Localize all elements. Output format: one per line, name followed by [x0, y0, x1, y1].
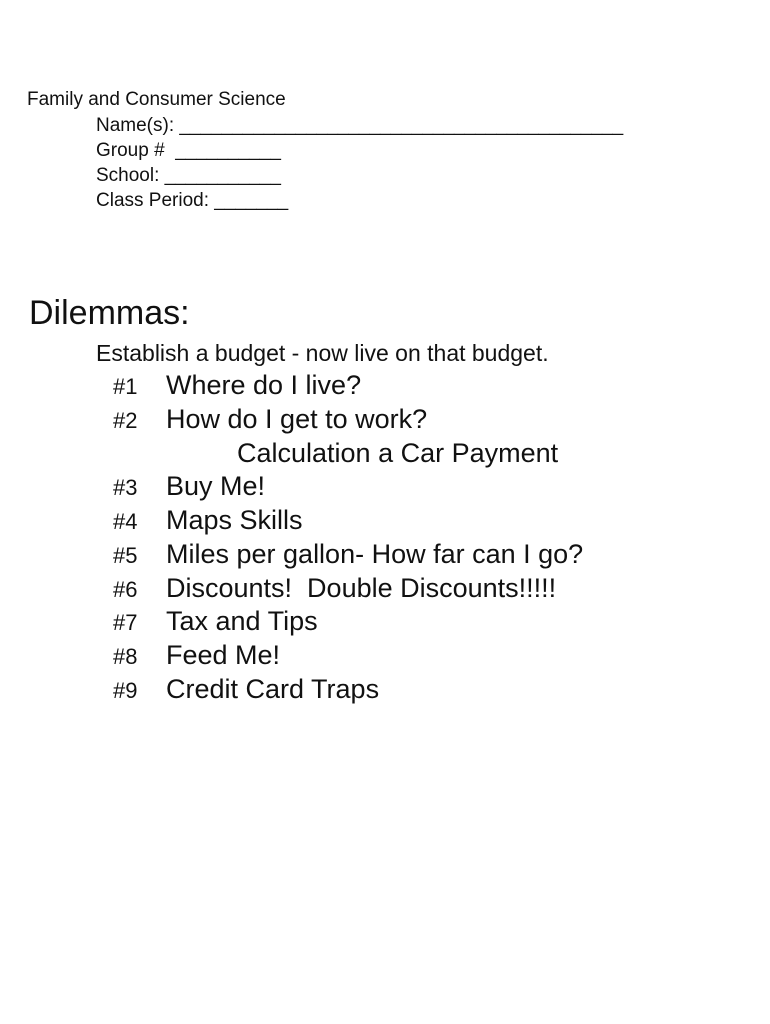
item-text: Where do I live?	[166, 370, 362, 400]
field-blank: __________________________________________	[179, 115, 624, 136]
field-label: Group #	[96, 140, 165, 161]
item-text: Credit Card Traps	[166, 673, 380, 704]
item-number: #2	[113, 407, 138, 433]
item-text: Discounts! Double Discounts!!!!!	[166, 572, 557, 603]
list-item	[0, 672, 770, 706]
school-field	[96, 163, 623, 188]
list-item	[0, 503, 770, 537]
dilemmas-heading: Dilemmas:	[29, 294, 190, 332]
list-item	[0, 402, 770, 436]
list-item	[0, 604, 770, 638]
item-number: #4	[113, 509, 138, 534]
item-number: #7	[113, 610, 138, 636]
item-text: Maps Skills	[166, 505, 303, 535]
field-blank: __________	[169, 140, 281, 161]
item-text: Miles per gallon- How far can I go?	[166, 538, 584, 569]
item-text: Feed Me!	[166, 640, 281, 670]
list-item	[0, 537, 770, 571]
list-item	[0, 571, 770, 605]
dilemmas-list	[0, 368, 770, 706]
class-period-field	[96, 188, 623, 213]
item-number: #5	[113, 542, 138, 568]
field-label: School:	[96, 165, 160, 186]
field-blank: ___________	[164, 165, 281, 186]
list-item	[0, 469, 770, 503]
field-label: Name(s):	[96, 115, 175, 136]
item-text: How do I get to work?	[166, 403, 428, 434]
group-field	[96, 138, 623, 163]
item-number: #6	[113, 576, 138, 602]
list-subitem	[0, 436, 770, 470]
field-label: Class Period:	[96, 190, 209, 211]
student-info-fields	[96, 113, 623, 213]
item-text: Tax and Tips	[166, 606, 318, 637]
course-title: Family and Consumer Science	[27, 89, 286, 110]
list-item	[0, 368, 770, 402]
field-blank: _______	[214, 190, 289, 211]
name-field	[96, 113, 623, 138]
item-number: #9	[113, 677, 138, 703]
dilemmas-intro: Establish a budget - now live on that budget.	[96, 340, 549, 366]
item-text: Calculation a Car Payment	[237, 437, 559, 468]
item-text: Buy Me!	[166, 471, 266, 502]
item-number: #1	[113, 374, 138, 399]
list-item	[0, 638, 770, 672]
item-number: #8	[113, 644, 138, 669]
item-number: #3	[113, 475, 138, 501]
